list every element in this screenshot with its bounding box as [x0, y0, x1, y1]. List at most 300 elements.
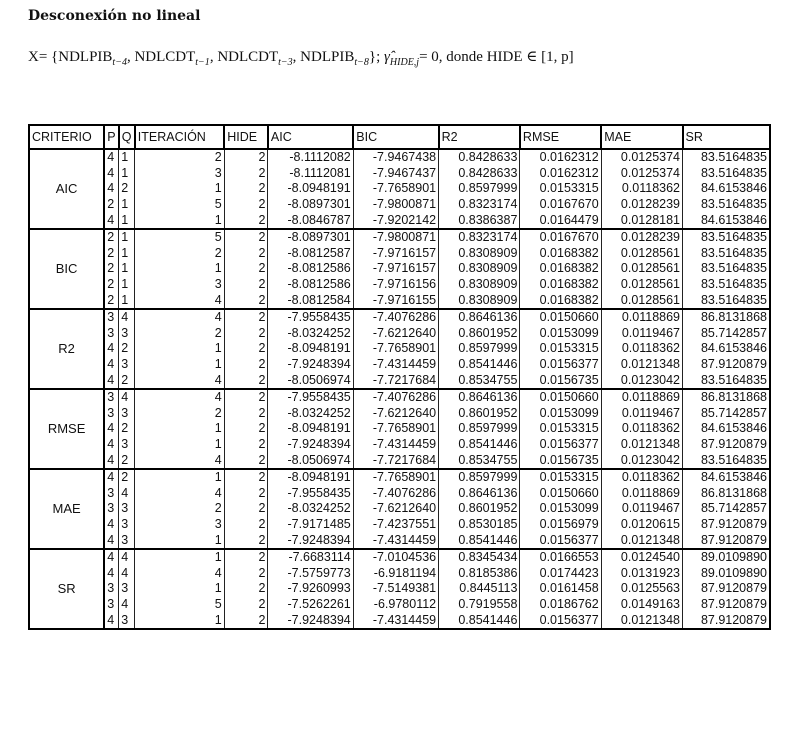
cell-rmse: 0.0153099 [520, 406, 601, 422]
cell-iteracin: 1 [135, 341, 224, 357]
formula-sub-3: t−3 [278, 57, 293, 68]
cell-p: 4 [104, 532, 119, 549]
cell-mae: 0.0128561 [601, 261, 682, 277]
cell-aic: -7.9558435 [268, 485, 353, 501]
cell-sr: 84.6153846 [683, 469, 770, 486]
cell-hide: 2 [224, 389, 268, 406]
cell-hide: 2 [224, 581, 268, 597]
cell-hide: 2 [224, 597, 268, 613]
cell-q: 3 [119, 326, 135, 342]
cell-aic: -8.0948191 [268, 341, 353, 357]
table-header-row [29, 125, 770, 149]
cell-hide: 2 [224, 261, 268, 277]
cell-sr: 86.8131868 [683, 389, 770, 406]
cell-sr: 87.9120879 [683, 357, 770, 373]
cell-mae: 0.0128181 [601, 212, 682, 229]
cell-mae: 0.0123042 [601, 372, 682, 389]
cell-iteracin: 1 [135, 181, 224, 197]
cell-bic: -7.9716156 [353, 277, 438, 293]
cell-hide: 2 [224, 517, 268, 533]
cell-rmse: 0.0153315 [520, 341, 601, 357]
cell-aic: -7.9248394 [268, 612, 353, 629]
cell-bic: -7.0104536 [353, 549, 438, 566]
cell-p: 4 [104, 357, 119, 373]
cell-mae: 0.0118362 [601, 469, 682, 486]
cell-q: 3 [119, 532, 135, 549]
cell-sr: 86.8131868 [683, 485, 770, 501]
cell-iteracin: 1 [135, 421, 224, 437]
header-hide: HIDE [224, 125, 268, 149]
cell-q: 1 [119, 261, 135, 277]
formula-term-4: NDLPIB [300, 49, 355, 65]
cell-aic: -7.9248394 [268, 437, 353, 453]
table-row [29, 452, 770, 469]
formula-term-1: NDLPIB [58, 49, 113, 65]
cell-q: 4 [119, 485, 135, 501]
cell-hide: 2 [224, 246, 268, 262]
cell-q: 2 [119, 372, 135, 389]
header-rmse: RMSE [520, 125, 601, 149]
cell-mae: 0.0128561 [601, 246, 682, 262]
cell-rmse: 0.0168382 [520, 261, 601, 277]
table-row [29, 389, 770, 406]
formula-prefix: X= { [28, 49, 59, 65]
cell-sr: 83.5164835 [683, 229, 770, 246]
cell-r2: 0.8534755 [439, 372, 520, 389]
cell-rmse: 0.0156735 [520, 372, 601, 389]
cell-aic: -8.0324252 [268, 501, 353, 517]
cell-rmse: 0.0162312 [520, 166, 601, 182]
cell-sr: 83.5164835 [683, 277, 770, 293]
cell-hide: 2 [224, 532, 268, 549]
cell-iteracin: 5 [135, 197, 224, 213]
cell-p: 4 [104, 166, 119, 182]
cell-hide: 2 [224, 485, 268, 501]
cell-aic: -8.0812586 [268, 277, 353, 293]
cell-aic: -8.0948191 [268, 181, 353, 197]
cell-sr: 89.0109890 [683, 565, 770, 581]
cell-iteracin: 1 [135, 261, 224, 277]
cell-sr: 87.9120879 [683, 612, 770, 629]
cell-rmse: 0.0153315 [520, 469, 601, 486]
cell-mae: 0.0118362 [601, 181, 682, 197]
cell-rmse: 0.0156377 [520, 437, 601, 453]
cell-rmse: 0.0161458 [520, 581, 601, 597]
criterion-group [29, 229, 770, 309]
cell-r2: 0.8541446 [439, 532, 520, 549]
cell-bic: -7.7217684 [353, 372, 438, 389]
table-row [29, 469, 770, 486]
cell-mae: 0.0120615 [601, 517, 682, 533]
cell-aic: -8.0897301 [268, 229, 353, 246]
cell-rmse: 0.0168382 [520, 277, 601, 293]
criterion-label: R2 [29, 309, 104, 389]
cell-p: 4 [104, 565, 119, 581]
cell-bic: -7.9716157 [353, 261, 438, 277]
cell-p: 3 [104, 581, 119, 597]
cell-sr: 87.9120879 [683, 581, 770, 597]
header-bic: BIC [353, 125, 438, 149]
cell-q: 2 [119, 452, 135, 469]
cell-iteracin: 1 [135, 437, 224, 453]
cell-rmse: 0.0153315 [520, 181, 601, 197]
formula-sub-1: t−4 [112, 57, 127, 68]
cell-sr: 83.5164835 [683, 292, 770, 309]
cell-mae: 0.0118362 [601, 421, 682, 437]
table-row [29, 292, 770, 309]
cell-iteracin: 5 [135, 229, 224, 246]
header-criterio: CRITERIO [29, 125, 104, 149]
header-aic: AIC [268, 125, 353, 149]
cell-rmse: 0.0156377 [520, 532, 601, 549]
cell-r2: 0.8541446 [439, 437, 520, 453]
table-row [29, 229, 770, 246]
cell-aic: -7.9248394 [268, 532, 353, 549]
cell-aic: -8.1112081 [268, 166, 353, 182]
cell-bic: -7.9467438 [353, 149, 438, 166]
cell-rmse: 0.0150660 [520, 389, 601, 406]
cell-bic: -7.4237551 [353, 517, 438, 533]
cell-r2: 0.8601952 [439, 406, 520, 422]
cell-mae: 0.0118869 [601, 485, 682, 501]
cell-aic: -8.0812586 [268, 261, 353, 277]
cell-iteracin: 4 [135, 452, 224, 469]
cell-mae: 0.0119467 [601, 501, 682, 517]
cell-r2: 0.8345434 [439, 549, 520, 566]
cell-sr: 83.5164835 [683, 372, 770, 389]
cell-bic: -6.9181194 [353, 565, 438, 581]
cell-p: 3 [104, 406, 119, 422]
cell-sr: 84.6153846 [683, 421, 770, 437]
header-sr: SR [683, 125, 770, 149]
header-p: P [104, 125, 119, 149]
cell-mae: 0.0121348 [601, 532, 682, 549]
table-row [29, 277, 770, 293]
criterion-label: MAE [29, 469, 104, 549]
cell-bic: -7.7658901 [353, 421, 438, 437]
formula-gamma-hat: γ̂ [384, 49, 390, 65]
cell-sr: 84.6153846 [683, 181, 770, 197]
cell-hide: 2 [224, 501, 268, 517]
cell-mae: 0.0128239 [601, 197, 682, 213]
cell-bic: -7.9467437 [353, 166, 438, 182]
cell-iteracin: 4 [135, 565, 224, 581]
cell-r2: 0.8646136 [439, 309, 520, 326]
cell-p: 2 [104, 292, 119, 309]
cell-bic: -7.7217684 [353, 452, 438, 469]
cell-iteracin: 1 [135, 612, 224, 629]
cell-mae: 0.0118869 [601, 309, 682, 326]
cell-bic: -7.4076286 [353, 389, 438, 406]
cell-p: 4 [104, 212, 119, 229]
cell-bic: -7.4314459 [353, 437, 438, 453]
cell-iteracin: 1 [135, 549, 224, 566]
cell-r2: 0.8323174 [439, 229, 520, 246]
cell-sr: 84.6153846 [683, 212, 770, 229]
table-row [29, 261, 770, 277]
cell-r2: 0.8646136 [439, 389, 520, 406]
cell-aic: -8.0948191 [268, 421, 353, 437]
cell-rmse: 0.0150660 [520, 485, 601, 501]
cell-hide: 2 [224, 197, 268, 213]
cell-mae: 0.0131923 [601, 565, 682, 581]
cell-r2: 0.8541446 [439, 612, 520, 629]
cell-q: 4 [119, 309, 135, 326]
cell-q: 4 [119, 565, 135, 581]
cell-bic: -7.7658901 [353, 469, 438, 486]
cell-hide: 2 [224, 452, 268, 469]
cell-sr: 85.7142857 [683, 501, 770, 517]
cell-r2: 0.8308909 [439, 277, 520, 293]
cell-sr: 89.0109890 [683, 549, 770, 566]
cell-r2: 0.8646136 [439, 485, 520, 501]
cell-hide: 2 [224, 406, 268, 422]
cell-rmse: 0.0153099 [520, 501, 601, 517]
cell-mae: 0.0125563 [601, 581, 682, 597]
cell-rmse: 0.0150660 [520, 309, 601, 326]
cell-r2: 0.8601952 [439, 501, 520, 517]
cell-hide: 2 [224, 341, 268, 357]
cell-mae: 0.0119467 [601, 406, 682, 422]
formula-sub-4: t−8 [354, 57, 369, 68]
formula-sub-2: t−1 [195, 57, 210, 68]
criterion-label: AIC [29, 149, 104, 229]
cell-iteracin: 4 [135, 309, 224, 326]
cell-mae: 0.0121348 [601, 437, 682, 453]
cell-p: 4 [104, 149, 119, 166]
cell-hide: 2 [224, 565, 268, 581]
cell-sr: 86.8131868 [683, 309, 770, 326]
cell-rmse: 0.0156377 [520, 612, 601, 629]
cell-rmse: 0.0166553 [520, 549, 601, 566]
table-row [29, 501, 770, 517]
cell-p: 4 [104, 421, 119, 437]
cell-p: 2 [104, 261, 119, 277]
cell-sr: 84.6153846 [683, 341, 770, 357]
cell-rmse: 0.0162312 [520, 149, 601, 166]
cell-rmse: 0.0156979 [520, 517, 601, 533]
cell-aic: -8.0324252 [268, 406, 353, 422]
cell-iteracin: 4 [135, 372, 224, 389]
table-row [29, 309, 770, 326]
cell-bic: -6.9780112 [353, 597, 438, 613]
criterion-group [29, 549, 770, 629]
cell-sr: 83.5164835 [683, 197, 770, 213]
table-row [29, 357, 770, 373]
cell-q: 2 [119, 341, 135, 357]
cell-hide: 2 [224, 181, 268, 197]
formula-gamma-sub: HIDE,j [389, 57, 420, 68]
cell-iteracin: 5 [135, 597, 224, 613]
cell-q: 3 [119, 581, 135, 597]
cell-p: 2 [104, 229, 119, 246]
cell-bic: -7.7658901 [353, 181, 438, 197]
cell-aic: -7.5262261 [268, 597, 353, 613]
cell-rmse: 0.0174423 [520, 565, 601, 581]
cell-q: 2 [119, 181, 135, 197]
cell-aic: -7.9558435 [268, 389, 353, 406]
cell-iteracin: 4 [135, 389, 224, 406]
cell-hide: 2 [224, 612, 268, 629]
cell-mae: 0.0119467 [601, 326, 682, 342]
cell-hide: 2 [224, 277, 268, 293]
cell-q: 1 [119, 149, 135, 166]
cell-hide: 2 [224, 326, 268, 342]
header-r2: R2 [439, 125, 520, 149]
cell-p: 2 [104, 197, 119, 213]
cell-q: 3 [119, 501, 135, 517]
cell-aic: -7.9248394 [268, 357, 353, 373]
cell-aic: -8.0846787 [268, 212, 353, 229]
table-row [29, 597, 770, 613]
criterion-group [29, 149, 770, 229]
criterion-label: RMSE [29, 389, 104, 469]
header-iteracion: ITERACIÓN [135, 125, 224, 149]
cell-r2: 0.8445113 [439, 581, 520, 597]
cell-bic: -7.9202142 [353, 212, 438, 229]
cell-iteracin: 3 [135, 277, 224, 293]
cell-mae: 0.0128561 [601, 292, 682, 309]
cell-q: 3 [119, 437, 135, 453]
cell-iteracin: 1 [135, 212, 224, 229]
cell-rmse: 0.0156735 [520, 452, 601, 469]
cell-r2: 0.8323174 [439, 197, 520, 213]
cell-aic: -8.0812584 [268, 292, 353, 309]
cell-q: 1 [119, 166, 135, 182]
cell-hide: 2 [224, 166, 268, 182]
cell-bic: -7.9800871 [353, 197, 438, 213]
criterion-label: SR [29, 549, 104, 629]
table-row [29, 421, 770, 437]
cell-bic: -7.4314459 [353, 532, 438, 549]
cell-r2: 0.8185386 [439, 565, 520, 581]
cell-hide: 2 [224, 549, 268, 566]
cell-hide: 2 [224, 149, 268, 166]
cell-hide: 2 [224, 372, 268, 389]
cell-p: 4 [104, 612, 119, 629]
table-row [29, 326, 770, 342]
cell-sr: 87.9120879 [683, 532, 770, 549]
cell-aic: -8.0506974 [268, 452, 353, 469]
cell-iteracin: 1 [135, 469, 224, 486]
cell-q: 1 [119, 212, 135, 229]
cell-r2: 0.8597999 [439, 341, 520, 357]
cell-q: 3 [119, 357, 135, 373]
cell-p: 4 [104, 372, 119, 389]
cell-hide: 2 [224, 469, 268, 486]
cell-r2: 0.8530185 [439, 517, 520, 533]
cell-rmse: 0.0186762 [520, 597, 601, 613]
cell-p: 2 [104, 246, 119, 262]
cell-p: 3 [104, 485, 119, 501]
cell-r2: 0.8597999 [439, 181, 520, 197]
cell-iteracin: 1 [135, 357, 224, 373]
cell-hide: 2 [224, 309, 268, 326]
cell-p: 4 [104, 181, 119, 197]
cell-r2: 0.8601952 [439, 326, 520, 342]
cell-mae: 0.0121348 [601, 612, 682, 629]
cell-q: 1 [119, 277, 135, 293]
cell-bic: -7.9716155 [353, 292, 438, 309]
cell-mae: 0.0125374 [601, 166, 682, 182]
cell-bic: -7.9800871 [353, 229, 438, 246]
table-row [29, 565, 770, 581]
table-row [29, 406, 770, 422]
cell-r2: 0.8534755 [439, 452, 520, 469]
cell-bic: -7.4314459 [353, 357, 438, 373]
table-row [29, 517, 770, 533]
cell-iteracin: 4 [135, 485, 224, 501]
cell-p: 4 [104, 517, 119, 533]
criterion-group [29, 389, 770, 469]
cell-r2: 0.7919558 [439, 597, 520, 613]
criterion-label: BIC [29, 229, 104, 309]
table-row [29, 437, 770, 453]
cell-iteracin: 2 [135, 501, 224, 517]
header-q: Q [119, 125, 135, 149]
cell-aic: -8.0948191 [268, 469, 353, 486]
cell-q: 4 [119, 389, 135, 406]
cell-mae: 0.0125374 [601, 149, 682, 166]
cell-rmse: 0.0156377 [520, 357, 601, 373]
criterion-group [29, 309, 770, 389]
cell-r2: 0.8597999 [439, 469, 520, 486]
cell-hide: 2 [224, 229, 268, 246]
cell-mae: 0.0118869 [601, 389, 682, 406]
header-mae: MAE [601, 125, 682, 149]
formula-separator: }; [368, 49, 384, 65]
cell-iteracin: 2 [135, 246, 224, 262]
cell-hide: 2 [224, 212, 268, 229]
cell-rmse: 0.0164479 [520, 212, 601, 229]
cell-rmse: 0.0153315 [520, 421, 601, 437]
cell-sr: 85.7142857 [683, 326, 770, 342]
cell-rmse: 0.0168382 [520, 292, 601, 309]
cell-r2: 0.8308909 [439, 246, 520, 262]
cell-iteracin: 1 [135, 581, 224, 597]
cell-r2: 0.8597999 [439, 421, 520, 437]
table-row [29, 581, 770, 597]
cell-r2: 0.8428633 [439, 166, 520, 182]
formula-line: $X= \{NDLPIB_{t-4}$, $NDLCDT_{t-1}$, $NDLCDT_{t-3}$, $NDLPIB_{t-8}$}; $\gammâ_{HIDE,j}= 0$, donde HIDE ∈ [1, p] [28, 49, 574, 68]
cell-hide: 2 [224, 421, 268, 437]
cell-iteracin: 2 [135, 149, 224, 166]
cell-p: 3 [104, 501, 119, 517]
cell-r2: 0.8541446 [439, 357, 520, 373]
cell-mae: 0.0128561 [601, 277, 682, 293]
table-row [29, 612, 770, 629]
cell-aic: -8.0897301 [268, 197, 353, 213]
cell-aic: -8.0812587 [268, 246, 353, 262]
cell-aic: -7.6683114 [268, 549, 353, 566]
table-row [29, 485, 770, 501]
cell-iteracin: 2 [135, 406, 224, 422]
cell-sr: 83.5164835 [683, 261, 770, 277]
cell-aic: -8.0506974 [268, 372, 353, 389]
table-row [29, 166, 770, 182]
cell-bic: -7.7658901 [353, 341, 438, 357]
cell-aic: -7.9171485 [268, 517, 353, 533]
cell-bic: -7.4314459 [353, 612, 438, 629]
cell-aic: -8.1112082 [268, 149, 353, 166]
cell-iteracin: 2 [135, 326, 224, 342]
cell-bic: -7.6212640 [353, 501, 438, 517]
cell-sr: 83.5164835 [683, 149, 770, 166]
cell-q: 4 [119, 549, 135, 566]
cell-sr: 85.7142857 [683, 406, 770, 422]
table-row [29, 149, 770, 166]
cell-rmse: 0.0153099 [520, 326, 601, 342]
